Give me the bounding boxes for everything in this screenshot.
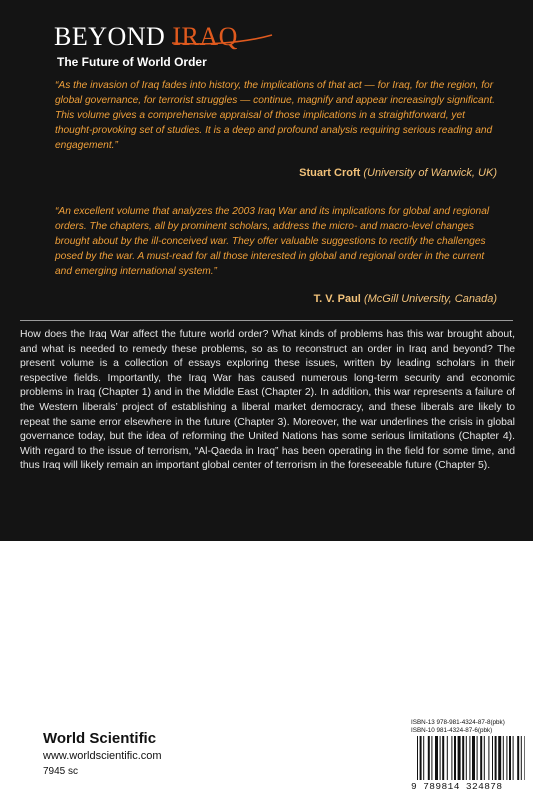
barcode-bar: [524, 736, 525, 780]
title-word-iraq: IRAQ: [172, 22, 238, 51]
section-divider: [20, 320, 513, 321]
barcode-bar: [513, 736, 514, 780]
endorsement-quote-1: “As the invasion of Iraq fades into history, the implications of that act — for Iraq, for the region, for global governance, for terrorist struggles — continue, magnify and appear increasingly significant. This volume gives a comprehensive appraisal of those implications in a straightforward, yet thought-provoking set of studies. It is a deep and profound analysis requiring serious reading and engagement.”: [55, 80, 495, 151]
barcode-bar: [428, 736, 430, 780]
barcode-bar: [509, 736, 511, 780]
barcode-bar: [423, 736, 424, 780]
endorser-affiliation-2: (McGill University, Canada): [363, 293, 497, 305]
barcode-bar: [458, 736, 461, 780]
barcode-bar: [431, 736, 432, 780]
barcode-bar: [420, 736, 422, 780]
book-subtitle: The Future of World Order: [57, 55, 207, 69]
endorsement-attribution-2: [314, 293, 497, 305]
barcode-bar: [447, 736, 448, 780]
barcode-bar: [454, 736, 456, 780]
barcode-bar: [521, 736, 522, 780]
isbn-10: ISBN-10 981-4324-87-6(pbk): [411, 727, 493, 734]
isbn-13: ISBN-13 978-981-4324-87-8(pbk): [411, 719, 505, 726]
barcode-bar: [495, 736, 497, 780]
endorser-affiliation-1: (University of Warwick, UK): [363, 167, 497, 179]
barcode-bar: [506, 736, 507, 780]
barcode-bar: [466, 736, 467, 780]
endorsement-quote-2: “An excellent volume that analyzes the 2003 Iraq War and its implications for global and regional orders. The chapters, all by prominent scholars, address the micro- and macro-level changes brought about by the ill-conceived war. They offer valuable suggestions to rectify the challenges posed by the war. A must-read for all those interested in global and regional order in the current and emerging international system.”: [55, 206, 490, 277]
barcode-bar: [498, 736, 501, 780]
title-word-beyond: BEYOND: [54, 22, 166, 51]
endorsement-attribution-1: [299, 167, 497, 179]
barcode-digits: 9 789814 324878: [411, 781, 503, 792]
barcode-bar: [492, 736, 493, 780]
publisher-code: 7945 sc: [43, 766, 79, 777]
barcode-bar: [503, 736, 504, 780]
barcode-bar: [417, 736, 418, 780]
publisher-name: World Scientific: [43, 730, 157, 747]
barcode-bar: [440, 736, 441, 780]
endorser-name-2: T. V. Paul: [313, 293, 361, 305]
barcode-bar: [472, 736, 475, 780]
book-description: How does the Iraq War affect the future world order? What kinds of problems has this war brought about, and what is needed to remedy these problems, so as to reconstruct an order in Iraq and beyond? The present volume is a collection of essays exploring these issues, written by leading scholars in their respective fields. Importantly, the Iraq War has caused numerous long-term security and economic problems in Iraq (Chapter 1) and in the Middle East (Chapter 2). In addition, this war represents a failure of the Western liberals’ project of establishing a liberal market democracy, and these liberals are likely to repeat the same error elsewhere in the future (Chapter 3). Moreover, the war underlines the crisis in global governance today, but the idea of reforming the United Nations has some serious limitations (Chapter 4). With regard to the issue of terrorism, “Al-Qaeda in Iraq” has been operating in the field for some time, and thus Iraq will likely remain an important global center of terrorism in the foreseeable future (Chapter 5).: [20, 329, 515, 472]
endorser-name-1: Stuart Croft: [299, 167, 361, 179]
barcode-graphic: [417, 736, 525, 780]
barcode-bar: [484, 736, 485, 780]
barcode-bar: [462, 736, 464, 780]
publisher-url: www.worldscientific.com: [43, 750, 162, 762]
barcode-bar: [488, 736, 489, 780]
barcode-bar: [451, 736, 452, 780]
title-swoosh-icon: [170, 32, 275, 46]
barcode-bar: [477, 736, 478, 780]
barcode-bar: [442, 736, 444, 780]
barcode-bar: [469, 736, 470, 780]
barcode-bar: [480, 736, 482, 780]
barcode-bar: [435, 736, 438, 780]
barcode-bar: [517, 736, 519, 780]
